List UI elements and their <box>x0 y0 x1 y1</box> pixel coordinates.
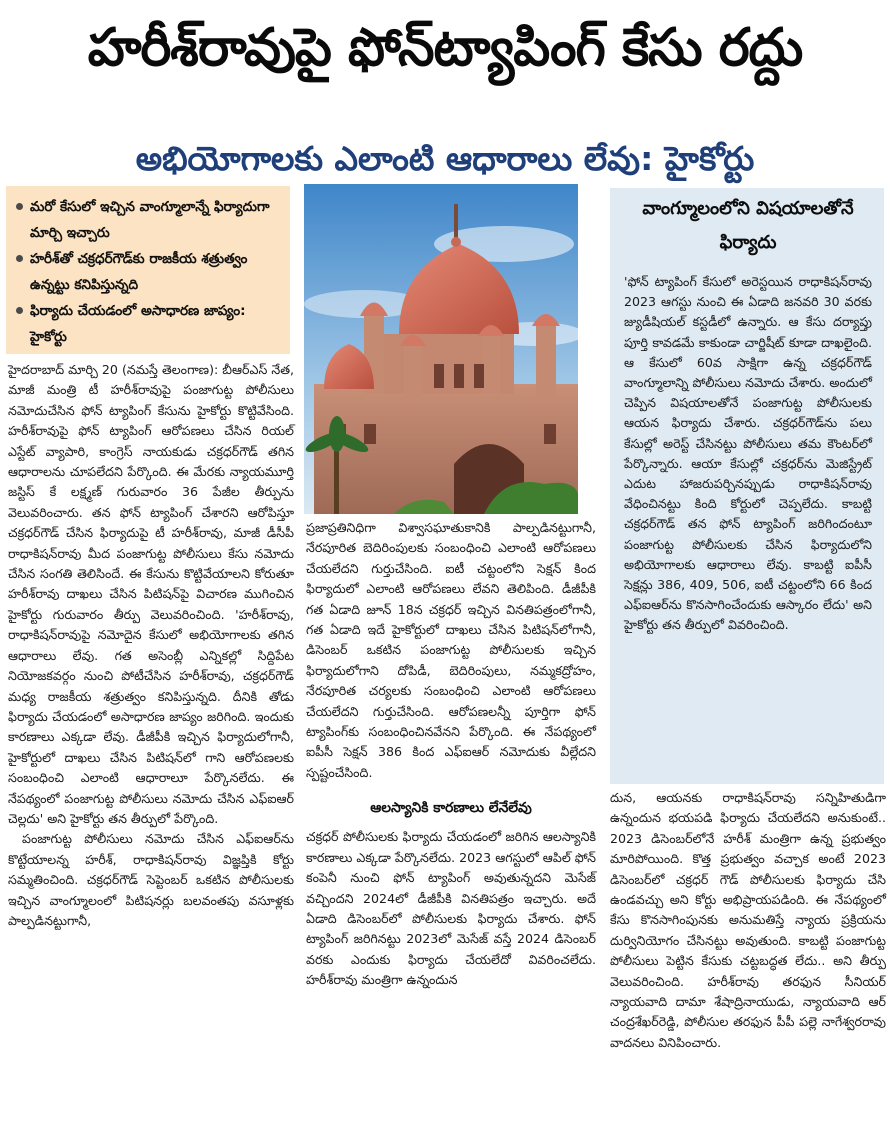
highlight-item: ఫిర్యాదు చేయడంలో అసాధారణ జాప్యం: హైకోర్టు <box>14 298 284 350</box>
highlights-list <box>14 194 284 350</box>
article-paragraph: పంజాగుట్ట పోలీసులు నమోదు చేసిన ఎఫ్‌ఐఆర్‌ను కొట్టేయాలన్న హరీశ్, రాధాకిషన్‌రావు విజ్ఞప్తికి కోర్టు సమ్మతించింది. చక్రధర్‌గౌడ్ సెప్టెంబర్ ఒకటిన పోలీసులకు ఇచ్చిన వాంగ్మూలంలో పిటిషనర్లు బలవంతపు వసూళ్లకు పాల్పడినట్టుగానీ, <box>8 831 294 928</box>
sidebar-box <box>610 188 884 784</box>
sidebar-body: 'ఫోన్ ట్యాపింగ్ కేసులో అరెస్టయిన రాధాకిషన్‌రావు 2023 ఆగస్టు నుంచి ఈ ఏడాది జనవరి 30 వరకు జ్యుడీషియల్ కస్టడీలో ఉన్నారు. ఆ కేసు దర్యాప్తు పూర్తి కావడమే కాకుండా చార్జిషీట్ కూడా దాఖలైంది. ఆ కేసులో 60వ సాక్షిగా ఉన్న చక్రధర్‌గౌడ్ వాంగ్మూలాన్ని పోలీసులు నమోదు చేశారు. అందులో చెప్పిన విషయాలతోనే పంజాగుట్ట పోలీసులకు ఆయన ఫిర్యాదు చేశారు. చక్రధర్‌గౌడ్‌ను పలు కేసుల్లో అరెస్ట్ చేసినట్టు పోలీసులు తమ కౌంటర్‌లో పేర్కొన్నారు. ఆయా కేసుల్లో చక్రధర్‌ను మెజిస్ట్రేట్ ఎదుట హాజరుపర్చినప్పుడు రాధాకిషన్‌రావు వేధించినట్టు కింది కోర్టులో చెప్పలేదు. కాబట్టి చక్రధర్‌గౌడ్ తన ఫోన్ ట్యాపింగ్ జరిగిందంటూ పంజాగుట్ట పోలీసులకు చేసిన ఫిర్యాదులోని అభియోగాలకు ఆధారాలు లేవు. కాబట్టి ఐపీసీ సెక్షన్లు 386, 409, 506, ఐటీ చట్టంలోని 66 కింద ఎఫ్‌ఐఆర్‌ను కొనసాగించేందుకు ఆస్కారం లేదు' అని హైకోర్టు తన తీర్పులో వివరించింది. <box>624 274 872 633</box>
article-column-3 <box>610 788 886 1130</box>
sidebar-title: వాంగ్మూలంలోని విషయాలతోనే ఫిర్యాదు <box>642 198 854 253</box>
high-court-photo <box>304 184 578 514</box>
sub-heading: ఆలస్యానికి కారణాలు లేనేలేవు <box>370 800 532 817</box>
subheadline: అభియోగాలకు ఎలాంటి ఆధారాలు లేవు: హైకోర్టు <box>135 139 755 178</box>
article-paragraph: ప్రజాప్రతినిధిగా విశ్వాసఘాతుకానికి పాల్పడినట్టుగానీ, నేరపూరిత బెదిరింపులకు సంబంధించి ఎలాంటి ఆరోపణలు చేయలేదని గుర్తుచేసింది. ఐటీ చట్టంలోని సెక్షన్ కింద ఫిర్యాదులో ఎలాంటి ఆరోపణలు లేవని తెలిపింది. డీజీపీకి గత ఏడాది జూన్ 18న చక్రధర్ ఇచ్చిన వినతిపత్రంలోగానీ, గత ఏడాది ఇదే హైకోర్టులో దాఖలు చేసిన పిటిషన్‌లోగానీ, డిసెంబర్ ఒకటిన పంజాగుట్ట పోలీసులకు ఇచ్చిన ఫిర్యాదులోగాని దోపిడీ, బెదిరింపులు, నమ్మకద్రోహం, నేరపూరిత చర్యలకు సంబంధించి ఎలాంటి ఆరోపణలు చేయలేదని గుర్తుచేసింది. ఆరోపణలన్నీ పూర్తిగా ఫోన్ ట్యాపింగ్‌కు సంబంధించినవేనని పేర్కొంది. ఈ నేపథ్యంలో ఐపీసీ సెక్షన్ 386 కింద ఎఫ్‌ఐఆర్ నమోదుకు వీల్లేదని స్పష్టంచేసింది. <box>306 520 596 780</box>
article-column-1 <box>8 360 294 1130</box>
highlight-item: హరీశ్‌తో చక్రధర్‌గౌడ్‌కు రాజకీయ శత్రుత్వం ఉన్నట్టు కనిపిస్తున్నది <box>14 246 284 298</box>
headline: హరీశ్‌రావుపై ఫోన్‌ట్యాపింగ్ కేసు రద్దు <box>87 18 803 78</box>
highlights-box <box>6 186 290 354</box>
highlight-item: మరో కేసులో ఇచ్చిన వాంగ్మూలాన్నే ఫిర్యాదుగా మార్చి ఇచ్చారు <box>14 194 284 246</box>
article-column-2 <box>306 518 596 1130</box>
high-court-building-illustration <box>304 184 578 514</box>
article-paragraph: హైదరాబాద్ మార్చి 20 (నమస్తే తెలంగాణ): బీఆర్‌ఎస్ నేత, మాజీ మంత్రి టీ హరీశ్‌రావుపై పంజాగుట్ట పోలీసులు నమోదుచేసిన ఫోన్ ట్యాపింగ్ కేసును హైకోర్టు కొట్టివేసింది. హరీశ్‌రావుపై ఫోన్ ట్యాపింగ్ ఆరోపణలు చేసిన రియల్ ఎస్టేట్ వ్యాపారి, కాంగ్రెస్ నాయకుడు చక్రధర్‌గౌడ్ తగిన ఆధారాలను చూపలేదని పేర్కొంది. ఈ మేరకు న్యాయమూర్తి జస్టిస్ కే లక్ష్మణ్ గురువారం 36 పేజీల తీర్పును వెలువరించారు. తన ఫోన్ ట్యాపింగ్ చేశారని ఆరోపిస్తూ చక్రధర్‌గౌడ్ చేసిన ఫిర్యాదుపై టీ హరీశ్‌రావు, మాజీ డీసీపీ రాధాకిషన్‌రావు మీద పంజాగుట్ట పోలీసులు కేసు నమోదు చేసిన సంగతి తెలిసిందే. ఈ కేసును కొట్టివేయాలని కోరుతూ హరీశ్‌రావు దాఖలు చేసిన పిటిషన్‌పై విచారణ ముగించిన హైకోర్టు గురువారం తీర్పు వెలువరించింది. 'హరీశ్‌రావు, రాధాకిషన్‌రావుపై నమోదైన కేసులో అభియోగాలకు తగిన ఆధారాలు లేవు. గత అసెంబ్లీ ఎన్నికల్లో సిద్దిపేట నియోజకవర్గం నుంచి పోటీచేసిన హరీశ్‌రావు, చక్రధర్‌గౌడ్ మధ్య రాజకీయ శత్రుత్వం కనిపిస్తున్నది. దీనికి తోడు ఫిర్యాదు చేయడంలో అసాధారణ జాప్యం జరిగింది. ఇందుకు కారణాలు ఎక్కడా లేవు. డీజీపీకి ఇచ్చిన ఫిర్యాదులోగానీ, హైకోర్టులో దాఖలు చేసిన పిటిషన్‌లో గాని ఆరోపణలకు సంబంధించి ఎలాంటి ఆధారాలూ పేర్కొనలేదు. ఈ నేపథ్యంలో పంజాగుట్ట పోలీసులు నమోదు చేసిన ఎఫ్‌ఐఆర్ చెల్లదు' అని హైకోర్టు తన తీర్పులో పేర్కొంది. <box>8 362 294 826</box>
article-paragraph: దున, ఆయనకు రాధాకిషన్‌రావు సన్నిహితుడిగా ఉన్నందున భయపడి ఫిర్యాదు చేయలేదని అనుకుంటే.. 2023 డిసెంబర్‌లోనే హరీశ్ మంత్రిగా ఉన్న ప్రభుత్వం మారిపోయింది. కొత్త ప్రభుత్వం వచ్చాక అంటే 2023 డిసెంబర్‌లో చక్రధర్ గౌడ్ పోలీసులకు ఫిర్యాదు చేసి ఉండవచ్చు అని కోర్టు అభిప్రాయపడింది. ఈ నేపథ్యంలో కేసు కొనసాగింపునకు అనుమతిస్తే న్యాయ ప్రక్రియను దుర్వినియోగం చేసినట్టు అవుతుంది. కాబట్టి పంజాగుట్ట పోలీసులు పెట్టిన కేసుకు చట్టబద్ధత లేదు.. అని తీర్పు వెలువరించింది. హరీశ్‌రావు తరఫున సీనియర్ న్యాయవాది దామా శేషాద్రినాయుడు, న్యాయవాది ఆర్ చంద్రశేఖర్‌రెడ్డి, పోలీసుల తరఫున పీపీ పల్లె నాగేశ్వరరావు వాదనలు వినిపించారు. <box>610 790 886 1050</box>
article-paragraph: చక్రధర్ పోలీసులకు ఫిర్యాదు చేయడంలో జరిగిన ఆలస్యానికి కారణాలు ఎక్కడా పేర్కొనలేదు. 2023 ఆగస్టులో ఆపిల్ ఫోన్ కంపెనీ నుంచి ఫోన్ ట్యాపింగ్ అవుతున్నదని మెసేజ్ వచ్చిందని 2024లో డీజీపీకి వినతిపత్రం ఇచ్చారు. అదే ఏడాది డిసెంబర్‌లో పోలీసులకు ఫిర్యాదు చేశారు. ఫోన్ ట్యాపింగ్ జరిగినట్టు 2023లో మెసేజ్ వస్తే 2024 డిసెంబర్ వరకు ఎందుకు ఫిర్యాదు చేయలేదో వివరించలేదు. హరీశ్‌రావు మంత్రిగా ఉన్నందున <box>306 829 596 988</box>
